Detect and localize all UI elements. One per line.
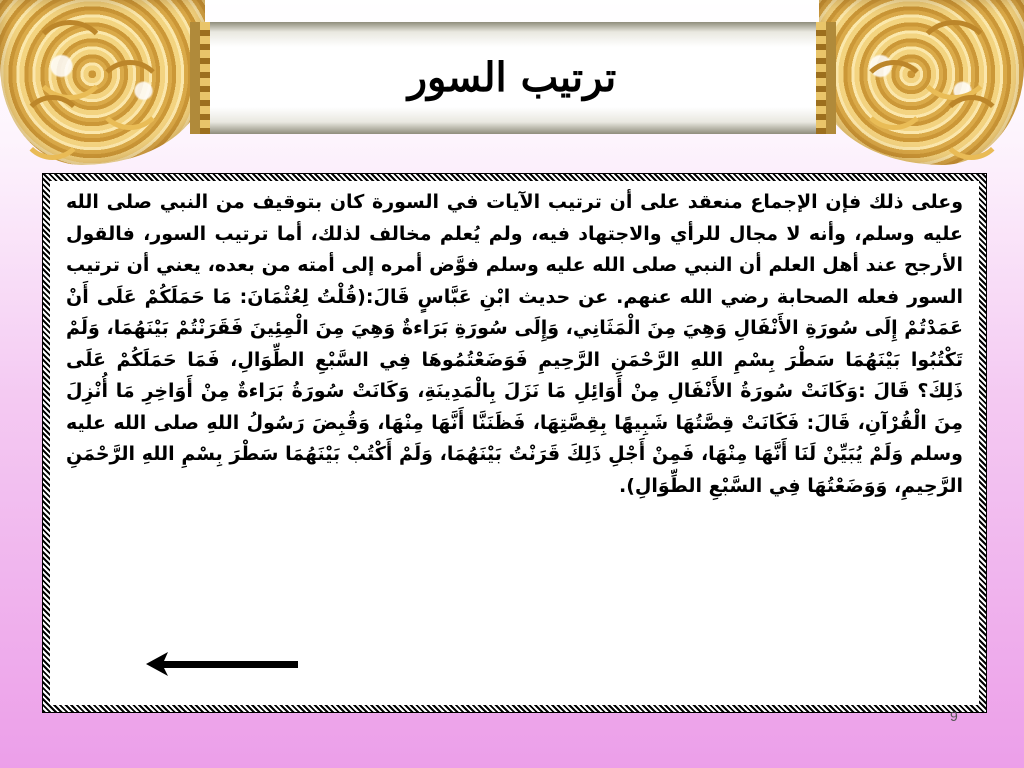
content-area	[66, 187, 963, 695]
left-arrow-icon[interactable]	[146, 649, 298, 679]
slide-title: ترتيب السور	[407, 54, 617, 101]
hadith-quote: (قُلْتُ لِعُثْمَانَ: مَا حَمَلَكُمْ عَلَى أَنْ عَمَدْتُمْ إِلَى سُورَةِ الأَنْفَالِ وَهِيَ مِنَ الْمَثَانِي، وَإِلَى سُورَةِ بَرَاءةٌ وَهِيَ مِنَ الْمِئِينَ فَقَرَنْتُمْ بَيْنَهُمَا، وَلَمْ تَكْتُبُوا بَيْنَهُمَا سَطْرَ بِسْمِ اللهِ الرَّحْمَنِ الرَّحِيمِ فَوَضَعْتُمُوهَا فِي السَّبْعِ الطِّوَالِ، فَمَا حَمَلَكُمْ عَلَى ذَلِكَ؟ قَالَ :وَكَانَتْ سُورَةُ الأَنْفَالِ مِنْ أَوَائِلِ مَا نَزَلَ بِالْمَدِينَةِ، وَكَانَتْ سُورَةُ بَرَاءةٌ مِنْ أَوَاخِرِ مَا أُنْزِلَ مِنَ الْقُرْآنِ، قَالَ: فَكَانَتْ قِصَّتُهَا شَبِيهًا بِقِصَّتِهَا، فَظَنَنَّا أَنَّهَا مِنْهَا، وَقُبِضَ رَسُولُ اللهِ صلى الله عليه وسلم وَلَمْ يُبَيِّنْ لَنَا أَنَّهَا مِنْهَا، فَمِنْ أَجْلِ ذَلِكَ قَرَنْتُ بَيْنَهُمَا، وَلَمْ أَكْتُبْ بَيْنَهُمَا سَطْرَ بِسْمِ اللهِ الرَّحْمَنِ الرَّحِيمِ، وَوَضَعْتُهَا فِي السَّبْعِ الطِّوَالِ).	[66, 285, 963, 497]
body-intro: وعلى ذلك فإن الإجماع منعقد على أن ترتيب الآيات في السورة كان بتوقيف من النبي صلى الله عليه وسلم، وأنه لا مجال للرأي والاجتهاد فيه، ولم يُعلم مخالف لذلك، أما ترتيب السور، فالقول الأرجح عند أهل العلم أن النبي صلى الله عليه وسلم فوَّض أمره إلى أمته من بعده، يعني أن ترتيب السور فعله الصحابة رضي الله عنهم. عن حديث ابْنِ عَبَّاسٍ قَالَ:	[66, 191, 963, 308]
body-paragraph	[66, 187, 963, 502]
content-box	[43, 174, 986, 712]
slide-number: 9	[950, 708, 958, 724]
